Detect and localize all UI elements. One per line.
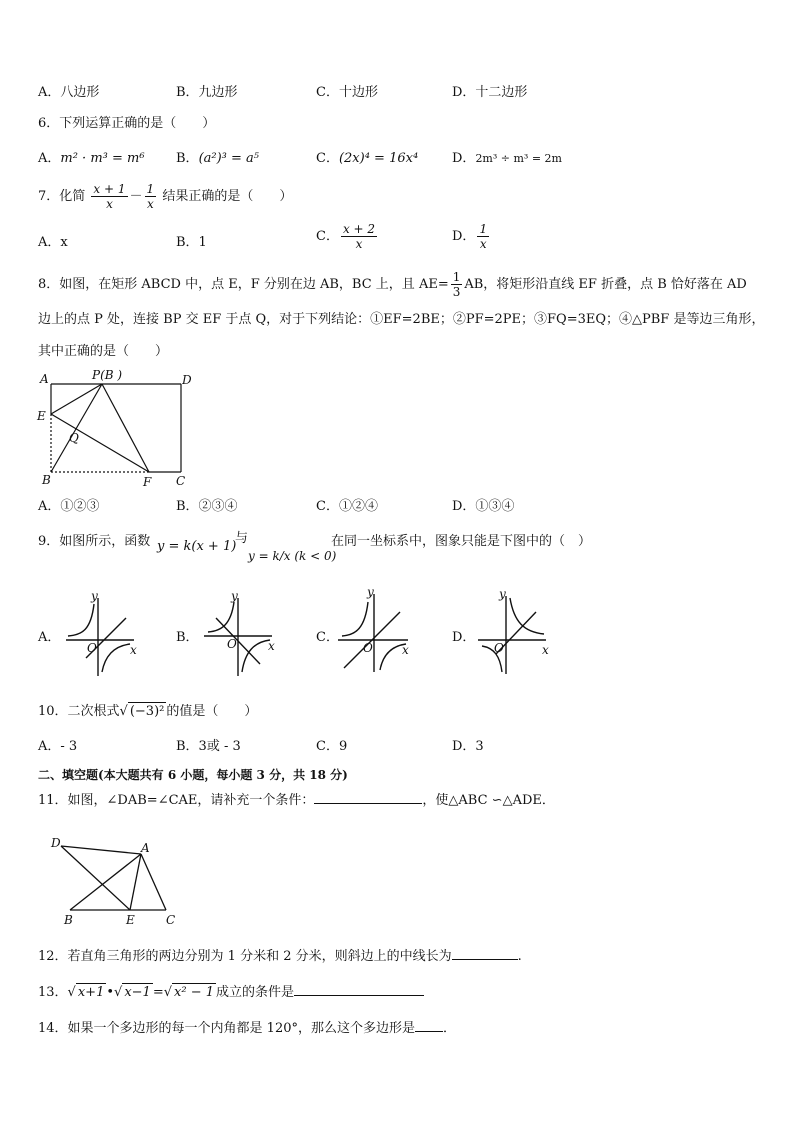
q9-option-c-label: C． <box>316 630 339 645</box>
q7-d-num: 1 <box>479 222 488 236</box>
q9-option-a-label: A． <box>38 630 61 645</box>
q7-frac2-den: x <box>146 197 154 211</box>
q9a-x-label: x <box>130 643 137 657</box>
q9-pre: 9．如图所示，函数 <box>38 534 151 549</box>
q13-dot: • <box>106 985 115 1000</box>
q10-option-c: C．9 <box>316 739 348 754</box>
section2-title: 二、填空题(本大题共有 6 小题，每小题 3 分，共 18 分) <box>38 768 348 782</box>
q10-stem <box>38 702 257 721</box>
q9d-origin: O <box>494 641 504 655</box>
q6-option-b-expr: (a²)³ = a⁵ <box>198 151 259 166</box>
q8-label-a: A <box>40 372 49 386</box>
q8-line1 <box>38 270 747 299</box>
q9-f1: y = k(x + 1) <box>157 539 237 554</box>
q8-line1-post: AB，将矩形沿直线 EF 折叠，点 B 恰好落在 AD <box>464 277 747 292</box>
q7-frac1-num: x + 1 <box>93 182 126 196</box>
q6-option-a-label: A． <box>38 151 61 166</box>
q8-line-pf <box>102 384 149 472</box>
q10-option-a: A．- 3 <box>38 739 78 754</box>
q13-eq: = <box>152 985 164 1000</box>
q9a-hyperbola-1 <box>68 604 94 636</box>
q13-radicand-2: x−1 <box>124 985 151 1000</box>
q7-c-den: x <box>355 237 363 251</box>
q7-frac2-num: 1 <box>146 182 155 196</box>
q9c-x-label: x <box>402 643 409 657</box>
q12-text: 12．若直角三角形的两边分别为 1 分米和 2 分米，则斜边上的中线长为 <box>38 949 452 964</box>
q8-option-b: B．②③④ <box>176 499 238 514</box>
q7-minus: － <box>129 189 143 204</box>
q6-option-c-label: C． <box>316 151 339 166</box>
q11-label-b: B <box>64 913 73 927</box>
q7-d-den: x <box>479 237 487 251</box>
q9-option-b-label: B． <box>176 630 199 645</box>
q7-suffix: 结果正确的是（ ） <box>162 189 293 204</box>
q11-line-de <box>61 846 130 910</box>
q5-option-b: B．九边形 <box>176 85 238 100</box>
q9b-y-label: y <box>231 589 238 603</box>
q6-option-a-expr: m² · m³ = m⁶ <box>60 151 145 166</box>
q14-stem <box>38 1019 456 1038</box>
q8-label-p: P(B ) <box>92 368 123 382</box>
q8-line-ep <box>51 384 102 414</box>
q8-label-e: E <box>37 409 46 423</box>
q11-label-c: C <box>166 913 176 927</box>
q9d-hyperbola-1 <box>510 598 544 634</box>
q8-option-d: D．①③④ <box>452 499 515 514</box>
q8-line1-pre: 8．如图，在矩形 ABCD 中，点 E，F 分别在边 AB，BC 上，且 AE= <box>38 277 449 292</box>
q9a-hyperbola-2 <box>102 644 130 672</box>
q6-option-c-expr: (2x)⁴ = 16x⁴ <box>338 151 419 166</box>
q7-option-c-frac <box>341 222 377 251</box>
q9-graph-c <box>336 585 412 674</box>
q8-frac <box>451 270 463 299</box>
q6-option-b <box>176 150 259 168</box>
q8-label-f: F <box>143 475 152 489</box>
q8-label-d: D <box>182 373 192 387</box>
q9b-x-label: x <box>268 639 275 653</box>
q9d-x-label: x <box>542 643 549 657</box>
q9c-hyperbola-1 <box>342 602 368 636</box>
q10-pre: 10．二次根式 <box>38 704 120 719</box>
q7-option-b: B．1 <box>176 235 207 250</box>
q7-frac1-den: x <box>106 197 113 211</box>
q7-option-d-label: D． <box>452 229 476 244</box>
q11-line-ac <box>141 854 166 910</box>
q7-stem <box>38 182 292 211</box>
q9-option-d-label: D． <box>452 630 476 645</box>
q7-option-d <box>452 222 491 251</box>
q8-label-q: Q <box>69 431 79 445</box>
q8-option-a: A．①②③ <box>38 499 100 514</box>
q13-radicand-3: x² − 1 <box>174 985 214 1000</box>
q8-frac-num: 1 <box>452 270 461 284</box>
q9-post: 在同一坐标系中，图象只能是下图中的（ ） <box>331 534 592 549</box>
q8-option-c: C．①②④ <box>316 499 378 514</box>
q11-line-da <box>61 846 141 854</box>
q6-option-d <box>452 150 562 168</box>
q6-option-b-label: B． <box>176 151 199 166</box>
q5-option-c: C．十边形 <box>316 85 378 100</box>
q7-option-a: A．x <box>38 235 68 250</box>
q11-answer-blank[interactable] <box>314 791 422 804</box>
q6-option-d-expr: 2m³ ÷ m³ = 2m <box>475 152 562 165</box>
q7-option-d-frac <box>477 222 489 251</box>
q8-label-b: B <box>42 473 51 487</box>
q5-option-a: A．八边形 <box>38 85 100 100</box>
q13-radicand-1: x+1 <box>77 985 105 1000</box>
q11-line-ae <box>130 854 141 910</box>
q13-sqrt1-sign: √ <box>67 985 76 1000</box>
q9-graph-d <box>474 587 554 676</box>
q11-label-a: A <box>141 841 150 855</box>
q8-line-bp <box>51 384 102 472</box>
q11-label-e: E <box>126 913 135 927</box>
q8-line3: 其中正确的是（ ） <box>38 344 169 359</box>
q7-c-num: x + 2 <box>342 222 376 236</box>
q11-line-ab <box>70 854 141 910</box>
q12-stem <box>38 947 522 966</box>
q11-label-d: D <box>51 836 61 850</box>
q8-line-ef <box>51 414 149 472</box>
q7-option-c-label: C． <box>316 229 339 244</box>
q9d-y-label: y <box>499 587 506 601</box>
q9b-hyperbola-2 <box>242 640 270 672</box>
q13-sqrt3-sign: √ <box>163 985 173 1000</box>
q9-graph-b <box>200 589 276 678</box>
q7-option-c <box>316 222 379 251</box>
q9c-y-label: y <box>367 585 374 599</box>
q14-end: ． <box>443 1021 457 1036</box>
q6-option-d-label: D． <box>452 151 476 166</box>
q10-option-b: B．3或 - 3 <box>176 739 241 754</box>
q12-end: . <box>517 949 522 964</box>
q9a-origin: O <box>87 641 97 655</box>
q9b-hyperbola-1 <box>208 602 234 632</box>
q6-option-a <box>38 150 145 168</box>
q6-option-c <box>316 150 418 168</box>
q8-label-c: C <box>176 474 186 488</box>
q10-radicand: (−3)² <box>129 704 165 719</box>
q9c-origin: O <box>363 641 373 655</box>
q9a-y-label: y <box>91 589 98 603</box>
q7-frac1 <box>91 182 127 211</box>
q13-pre: 13． <box>38 985 68 1000</box>
q5-option-d: D．十二边形 <box>452 85 528 100</box>
q10-post: 的值是（ ） <box>166 704 258 719</box>
q11-figure <box>46 834 186 926</box>
q8-frac-den: 3 <box>452 285 461 299</box>
q13-stem <box>38 983 424 1002</box>
q9-f2: y = k/x (k < 0) <box>248 549 337 563</box>
q11-pre: 11．如图，∠DAB=∠CAE，请补充一个条件： <box>38 793 315 808</box>
q11-stem <box>38 791 555 810</box>
q7-prefix: 7．化简 <box>38 189 86 204</box>
q13-answer-blank[interactable] <box>294 983 424 996</box>
q9b-origin: O <box>227 637 237 651</box>
q13-sqrt2-sign: √ <box>114 985 123 1000</box>
q10-sqrt-sign: √ <box>119 704 128 719</box>
q8-line2: 边上的点 P 处，连接 BP 交 EF 于点 Q，对于下列结论：①EF=2BE；②PF=2PE；③FQ=3EQ；④△PBF 是等边三角形， <box>38 312 765 327</box>
q6-stem: 6．下列运算正确的是（ ） <box>38 116 216 131</box>
q14-text: 14．如果一个多边形的每一个内角都是 120°，那么这个多边形是 <box>38 1021 415 1036</box>
q9-graph-a <box>64 589 140 678</box>
q14-answer-blank[interactable] <box>415 1019 443 1032</box>
q9-mid: 与 <box>235 531 249 546</box>
q13-post: 成立的条件是 <box>216 985 295 1000</box>
q10-option-d: D．3 <box>452 739 484 754</box>
q8-figure <box>36 368 196 488</box>
q7-frac2 <box>145 182 157 211</box>
q11-post: ，使△ABC ∽△ADE． <box>422 793 555 808</box>
q12-answer-blank[interactable] <box>452 947 518 960</box>
